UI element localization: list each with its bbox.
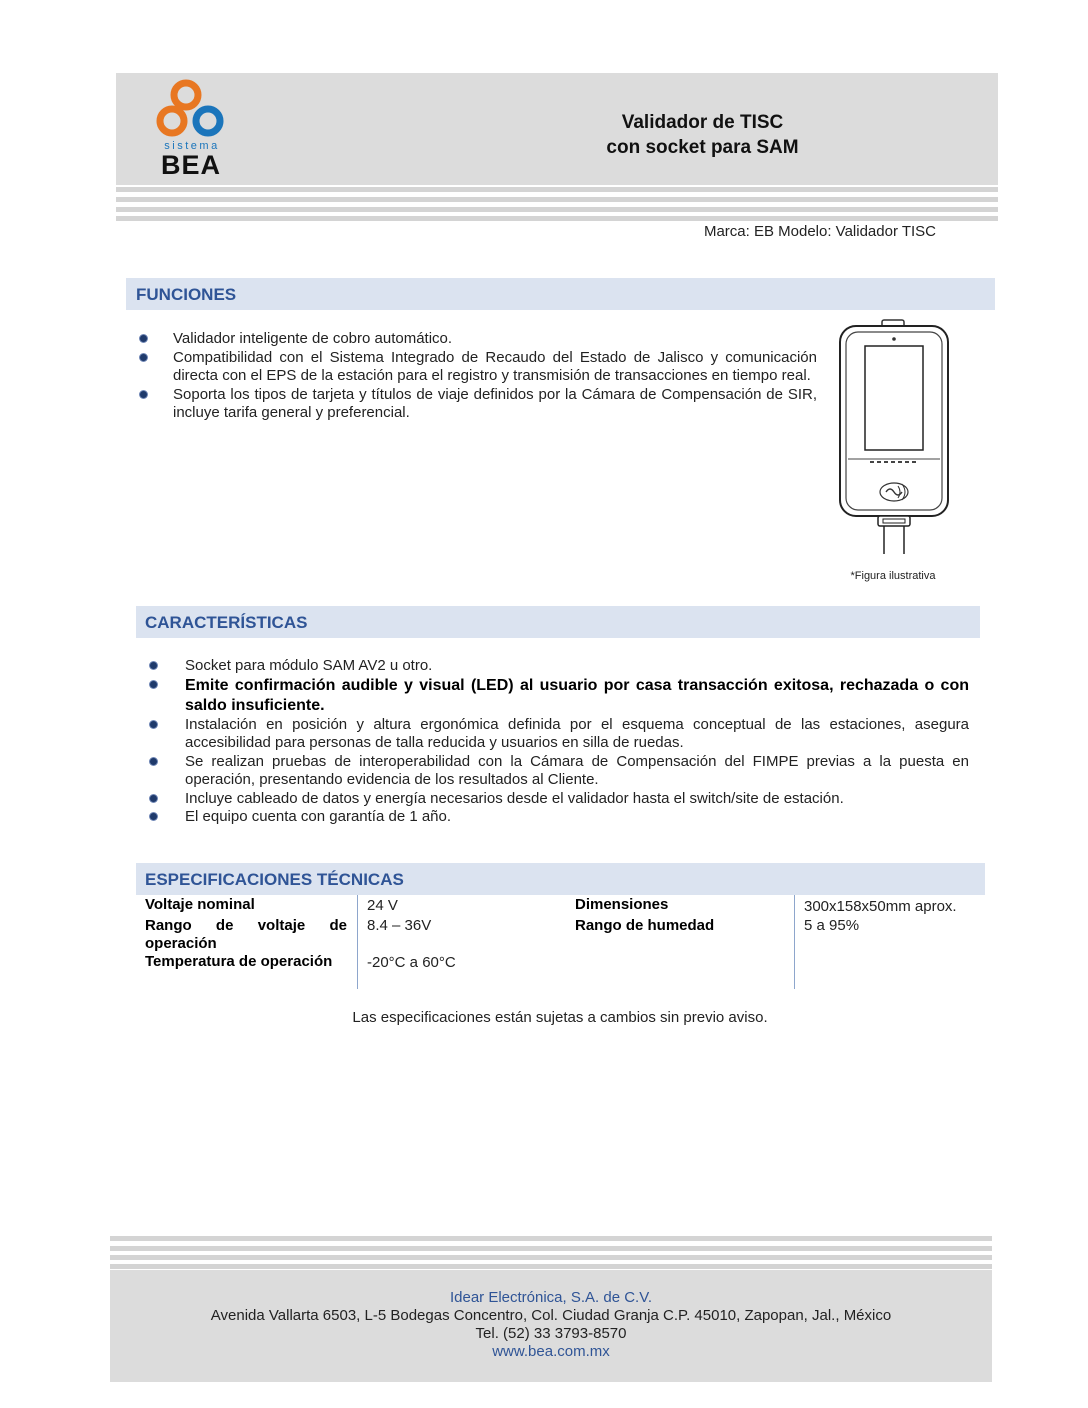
footer-stripe <box>110 1264 992 1269</box>
header-stripe <box>116 207 998 212</box>
caracteristicas-section-bar <box>136 606 980 638</box>
footer-address: Avenida Vallarta 6503, L-5 Bodegas Concentro, Col. Ciudad Granja C.P. 45010, Zapopan, Jal., México <box>210 1307 892 1324</box>
figure-caption: *Figura ilustrativa <box>850 570 936 582</box>
footer-phone: Tel. (52) 33 3793-8570 <box>475 1325 627 1342</box>
caracteristicas-heading: CARACTERÍSTICAS <box>145 613 308 632</box>
title-line-2: con socket para SAM <box>606 137 799 158</box>
header-stripe <box>116 187 998 192</box>
header-band <box>116 73 998 185</box>
bea-logo <box>150 78 240 178</box>
list-item: Compatibilidad con el Sistema Integrado de Recaudo del Estado de Jalisco y comunicación directa con el EPS de la estación para el registro y transmisión de transacciones en tiempo real. <box>140 349 817 386</box>
list-item: Se realizan pruebas de interoperabilidad con la Cámara de Compensación del FIMPE previas a la puesta en operación, presentando evidencia de los resultados al Cliente. <box>150 753 969 790</box>
spec-value: 5 a 95% <box>804 917 860 934</box>
header-stripe <box>116 216 998 221</box>
logo-tagline: sistema <box>164 140 220 152</box>
title-line-1: Validador de TISC <box>621 112 784 133</box>
caracteristicas-list <box>150 657 969 827</box>
validator-device-image <box>836 318 952 558</box>
list-item: Emite confirmación audible y visual (LED) al usuario por casa transacción exitosa, rechazada o con saldo insuficiente. <box>150 676 969 716</box>
spec-value: 24 V <box>367 897 398 914</box>
disclaimer-text: Las especificaciones están sujetas a cambios sin previo aviso. <box>352 1009 768 1026</box>
document-title <box>560 110 845 160</box>
especificaciones-section-bar <box>136 863 985 895</box>
header-stripe <box>116 197 998 202</box>
footer-company: Idear Electrónica, S.A. de C.V. <box>449 1289 653 1306</box>
funciones-section-bar <box>126 278 995 310</box>
list-item: Incluye cableado de datos y energía necesarios desde el validador hasta el switch/site de estación. <box>150 790 969 809</box>
funciones-heading: FUNCIONES <box>136 285 237 304</box>
spec-label: Rango de humedad <box>575 917 715 934</box>
list-item: Socket para módulo SAM AV2 u otro. <box>150 657 969 676</box>
footer-stripe <box>110 1255 992 1260</box>
list-item: Instalación en posición y altura ergonómica definida por el esquema conceptual de las estaciones, asegura accesibilidad para personas de talla reducida y usuarios en silla de ruedas. <box>150 716 969 753</box>
footer-website-link[interactable]: www.bea.com.mx <box>492 1343 610 1360</box>
spec-value: -20°C a 60°C <box>367 954 456 971</box>
spec-column-divider <box>794 895 795 989</box>
spec-value: 8.4 – 36V <box>367 917 432 934</box>
spec-label: Rango de voltaje de operación <box>145 917 347 952</box>
list-item: El equipo cuenta con garantía de 1 año. <box>150 808 969 827</box>
spec-label: Dimensiones <box>575 896 669 913</box>
spec-label: Temperatura de operación <box>145 953 333 970</box>
funciones-list <box>140 330 817 423</box>
list-item: Soporta los tipos de tarjeta y títulos de viaje definidos por la Cámara de Compensación de SIR, incluye tarifa general y preferencial. <box>140 386 817 423</box>
spec-value: 300x158x50mm aprox. <box>804 898 957 915</box>
footer-stripe <box>110 1236 992 1241</box>
spec-label: Voltaje nominal <box>145 896 255 913</box>
logo-wordmark: BEA <box>160 150 222 178</box>
especificaciones-heading: ESPECIFICACIONES TÉCNICAS <box>145 870 404 889</box>
list-item: Validador inteligente de cobro automático. <box>140 330 817 349</box>
footer-stripe <box>110 1246 992 1251</box>
brand-model-text: Marca: EB Modelo: Validador TISC <box>703 223 936 240</box>
spec-column-divider <box>357 895 358 989</box>
